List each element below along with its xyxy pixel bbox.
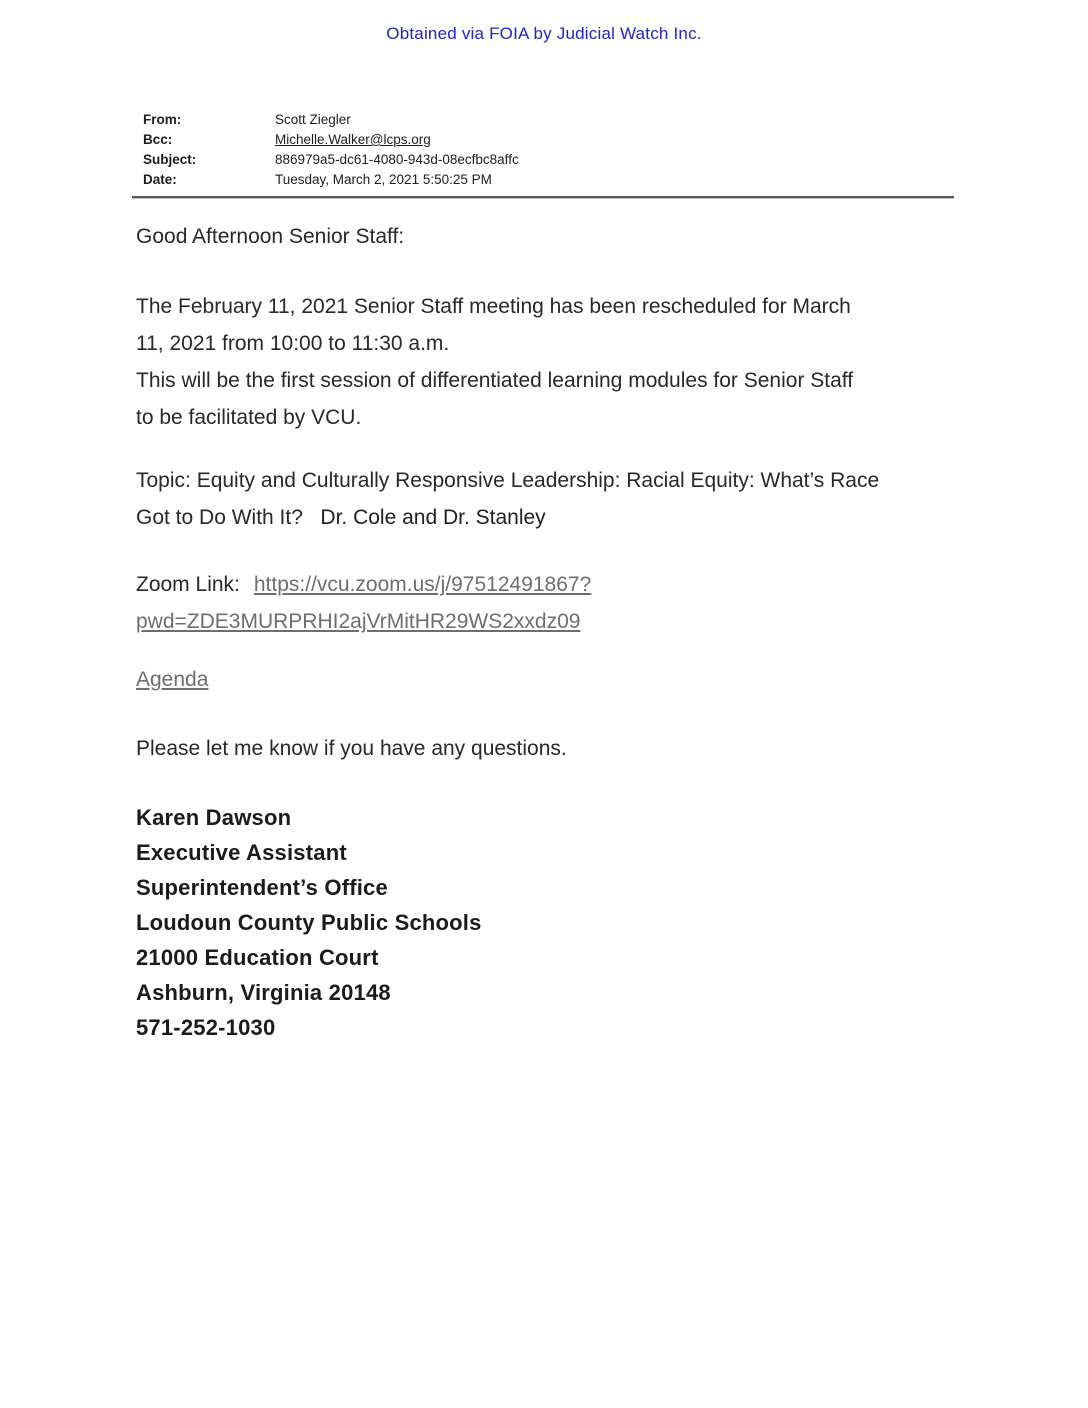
- reschedule-paragraph: [136, 288, 966, 362]
- signature-address2: Ashburn, Virginia 20148: [136, 980, 391, 1005]
- zoom-link-line-1: [136, 566, 966, 603]
- agenda-link[interactable]: Agenda: [136, 668, 209, 691]
- signature-address1: 21000 Education Court: [136, 945, 379, 970]
- greeting-paragraph: [136, 218, 966, 255]
- subject-label: Subject:: [143, 152, 197, 167]
- date-value: Tuesday, March 2, 2021 5:50:25 PM: [275, 172, 492, 187]
- signature-title: Executive Assistant: [136, 840, 347, 865]
- signature-org: Loudoun County Public Schools: [136, 910, 482, 935]
- zoom-link-line-2: [136, 603, 966, 640]
- signature-name: Karen Dawson: [136, 805, 292, 830]
- closing-text: Please let me know if you have any questions.: [136, 737, 567, 760]
- session-line-2: to be facilitated by VCU.: [136, 406, 362, 429]
- reschedule-line-1: The February 11, 2021 Senior Staff meeting has been rescheduled for March: [136, 295, 851, 318]
- signature-block: [136, 800, 966, 1045]
- date-label: Date:: [143, 172, 177, 187]
- topic-line-1: Topic: Equity and Culturally Responsive Leadership: Racial Equity: What’s Race: [136, 469, 880, 492]
- topic-line-2: [136, 499, 966, 536]
- greeting-text: Good Afternoon Senior Staff:: [136, 225, 405, 248]
- subject-value: 886979a5-dc61-4080-943d-08ecfbc8affc: [275, 152, 519, 167]
- closing-paragraph: [136, 730, 966, 767]
- email-header-block: [143, 110, 519, 189]
- topic-question-text: Got to Do With It?: [136, 506, 321, 529]
- session-line-1: This will be the first session of differentiated learning modules for Senior Staff: [136, 369, 854, 392]
- session-paragraph: [136, 362, 966, 436]
- header-divider-rule: [132, 196, 954, 198]
- from-value: Scott Ziegler: [275, 112, 351, 127]
- foia-watermark: Obtained via FOIA by Judicial Watch Inc.: [386, 24, 702, 43]
- from-label: From:: [143, 112, 182, 127]
- topic-paragraph: [136, 462, 966, 536]
- agenda-paragraph: [136, 661, 966, 698]
- bcc-label: Bcc:: [143, 132, 173, 147]
- zoom-meeting-link-part1[interactable]: https://vcu.zoom.us/j/97512491867?: [253, 573, 592, 596]
- zoom-meeting-link-part2[interactable]: pwd=ZDE3MURPRHI2ajVrMitHR29WS2xxdz09: [136, 610, 581, 633]
- zoom-link-paragraph: [136, 566, 966, 640]
- signature-phone: 571-252-1030: [136, 1015, 276, 1040]
- zoom-link-label: Zoom Link:: [136, 573, 240, 596]
- email-body: [136, 218, 966, 1045]
- bcc-email-link[interactable]: Michelle.Walker@lcps.org: [275, 132, 431, 147]
- reschedule-line-2: 11, 2021 from 10:00 to 11:30 a.m.: [136, 332, 450, 355]
- topic-presenters-text: Dr. Cole and Dr. Stanley: [320, 506, 546, 529]
- signature-office: Superintendent’s Office: [136, 875, 388, 900]
